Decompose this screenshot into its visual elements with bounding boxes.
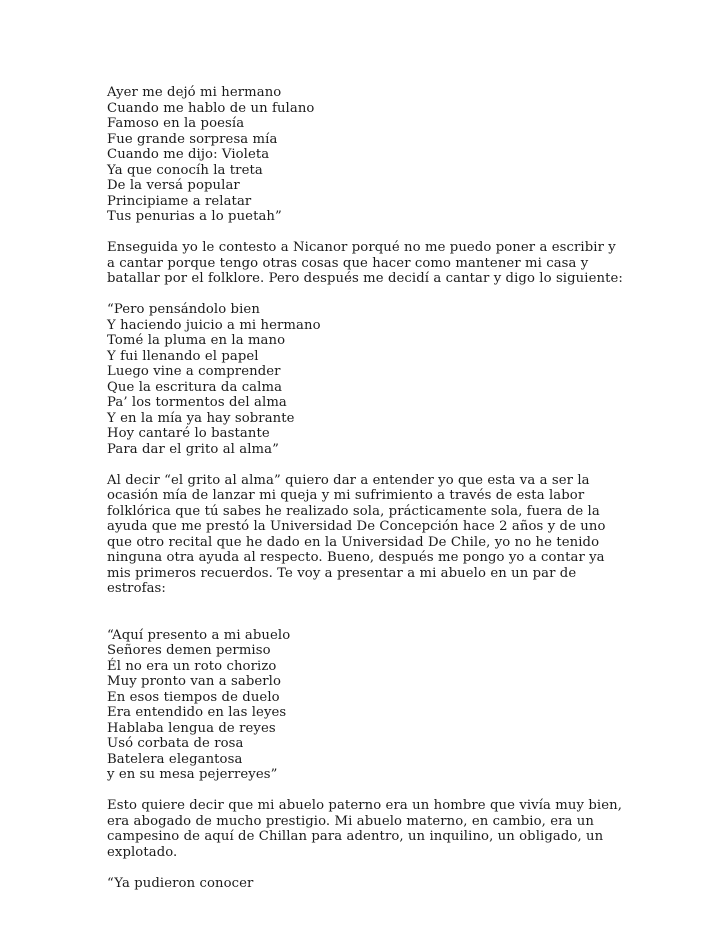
verse-line: Principiame a relatar: [107, 193, 252, 209]
verse-line: Muy pronto van a saberlo: [107, 674, 282, 689]
poem-stanza-3: [107, 628, 627, 783]
prose-paragraph-1: Enseguida yo le contesto a Nicanor porqué no me puedo poner a escribir y a cantar porque tengo otras cosas que hacer como mantener mi casa y batallar por el folklore. Pero después me decidí a cantar y digo lo siguiente:: [107, 240, 623, 286]
prose-paragraph-3: Esto quiere decir que mi abuelo paterno era un hombre que vivía muy bien, era abogado de mucho prestigio. Mi abuelo materno, en cambio, era un campesino de aquí de Chillan para adentro, un inquilino, un obligado, un explotado.: [107, 798, 622, 860]
verse-line: Cuando me dijo: Violeta: [107, 147, 270, 162]
verse-line: Que la escritura da calma: [107, 379, 283, 395]
verse-line: Batelera elegantosa: [107, 751, 243, 767]
verse-line: Luego vine a comprender: [107, 364, 281, 379]
verse-line: Era entendido en las leyes: [107, 705, 287, 720]
verse-line: Hoy cantaré lo bastante: [107, 426, 270, 441]
verse-line: Cuando me hablo de un fulano: [107, 100, 315, 116]
poem-stanza-2: [107, 302, 627, 457]
verse-line: y en su mesa pejerreyes”: [107, 767, 278, 782]
document-page: [107, 85, 627, 907]
verse-line: Y fui llenando el papel: [107, 348, 259, 364]
verse-line: Él no era un roto chorizo: [107, 658, 277, 674]
verse-line: Tus penurias a lo puetah”: [107, 209, 282, 224]
verse-line: Tomé la pluma en la mano: [107, 333, 286, 348]
verse-line: Señores demen permiso: [107, 643, 271, 658]
poem-stanza-4: [107, 876, 627, 892]
verse-line: Usó corbata de rosa: [107, 736, 244, 751]
verse-line: Fue grande sorpresa mía: [107, 131, 278, 147]
verse-line: Y en la mía ya hay sobrante: [107, 410, 295, 426]
verse-line: “Ya pudieron conocer: [107, 875, 254, 891]
verse-line: Y haciendo juicio a mi hermano: [107, 317, 321, 333]
verse-line: Famoso en la poesía: [107, 116, 245, 131]
verse-line: “Aquí presento a mi abuelo: [107, 627, 291, 643]
verse-line: “Pero pensándolo bien: [107, 302, 260, 317]
verse-line: En esos tiempos de duelo: [107, 689, 280, 705]
verse-line: Pa’ los tormentos del alma: [107, 395, 287, 410]
verse-line: Para dar el grito al alma”: [107, 441, 279, 457]
verse-line: Hablaba lengua de reyes: [107, 720, 276, 736]
verse-line: De la versá popular: [107, 178, 240, 193]
verse-line: Ya que conocíh la treta: [107, 162, 263, 178]
prose-paragraph-2: Al decir “el grito al alma” quiero dar a entender yo que esta va a ser la ocasión mía de lanzar mi queja y mi sufrimiento a través de esta labor folklórica que tú sabes he realizado sola, prácticamente sola, fuera de la ayuda que me prestó la Universidad De Concepción hace 2 años y de uno que otro recital que he dado en la Universidad De Chile, yo no he tenido ninguna otra ayuda al respecto. Bueno, después me pongo yo a contar ya mis primeros recuerdos. Te voy a presentar a mi abuelo en un par de estrofas:: [107, 472, 606, 596]
verse-line: Ayer me dejó mi hermano: [107, 85, 282, 100]
poem-stanza-1: [107, 85, 627, 225]
